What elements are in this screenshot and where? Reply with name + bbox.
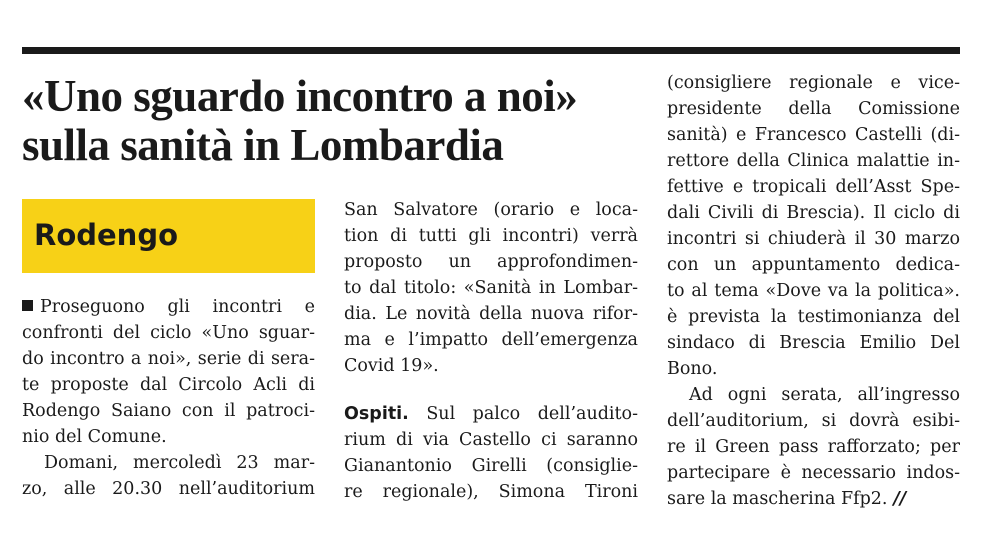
text-line: Rodengo Saiano con il patroci- — [22, 401, 315, 421]
text-line: rettore della Clinica malattie in- — [667, 151, 960, 171]
location-kicker — [22, 199, 315, 273]
text-line: to dal titolo: «Sanità in Lombar- — [344, 278, 638, 298]
text-line: dia. Le novità della nuova rifor- — [344, 304, 638, 324]
end-mark: // — [893, 489, 907, 509]
text-line: partecipare è necessario indos- — [667, 463, 960, 483]
headline-line: sulla sanità in Lombardia — [22, 120, 504, 170]
text-line: ma e l’impatto dell’emergenza — [344, 330, 638, 350]
text-line: con un appuntamento dedica- — [667, 255, 960, 275]
section-label: Ospiti. — [344, 404, 409, 424]
text-line: Domani, mercoledì 23 mar- — [44, 453, 315, 473]
text-line: presidente della Comissione — [667, 99, 960, 119]
text-line: Bono. — [667, 359, 718, 379]
text-line — [344, 401, 638, 427]
text-line: è prevista la testimonianza del — [667, 307, 960, 327]
text-line — [667, 486, 960, 512]
text-span: Sul palco dell’audito- — [408, 404, 638, 424]
article-column-3 — [667, 70, 960, 512]
text-line — [22, 294, 315, 320]
text-line: dell’auditorium, si dovrà esibi- — [667, 411, 960, 431]
text-line: sanità) e Francesco Castelli (di- — [667, 125, 960, 145]
text-line: proposto un approfondimen- — [344, 252, 638, 272]
text-line: rium di via Castello ci saranno — [344, 430, 638, 450]
paragraph-gap — [344, 379, 638, 401]
text-line: re il Green pass rafforzato; per — [667, 437, 960, 457]
headline-line: «Uno sguardo incontro a noi» — [22, 71, 578, 121]
top-rule — [22, 47, 960, 54]
text-line: do incontro a noi», serie di sera- — [22, 349, 315, 369]
bullet-square-icon — [22, 300, 33, 311]
text-line: Ad ogni serata, all’ingresso — [689, 385, 960, 405]
text-line: dali Civili di Brescia). Il ciclo di — [667, 203, 960, 223]
text-line: San Salvatore (orario e loca- — [344, 200, 638, 220]
text-span: sare la mascherina Ffp2. — [667, 489, 888, 509]
text-line: nio del Comune. — [22, 427, 167, 447]
text-line: re regionale), Simona Tironi — [344, 482, 638, 502]
text-span: Proseguono gli incontri e — [40, 297, 315, 317]
kicker-label: Rodengo — [34, 218, 179, 252]
text-line: to al tema «Dove va la politica». — [667, 281, 960, 301]
text-line: Covid 19». — [344, 356, 439, 376]
text-line: tion di tutti gli incontri) verrà — [344, 226, 638, 246]
article-column-2 — [344, 197, 638, 505]
text-line: fettive e tropicali dell’Asst Spe- — [667, 177, 960, 197]
text-line: (consigliere regionale e vice- — [667, 73, 960, 93]
text-line: Gianantonio Girelli (consiglie- — [344, 456, 638, 476]
headline — [22, 72, 662, 170]
text-line: confronti del ciclo «Uno sguar- — [22, 323, 315, 343]
article-column-1 — [22, 294, 315, 502]
text-line: te proposte dal Circolo Acli di — [22, 375, 315, 395]
text-line: incontri si chiuderà il 30 marzo — [667, 229, 960, 249]
text-line: sindaco di Brescia Emilio Del — [667, 333, 960, 353]
text-line: zo, alle 20.30 nell’auditorium — [22, 479, 315, 499]
